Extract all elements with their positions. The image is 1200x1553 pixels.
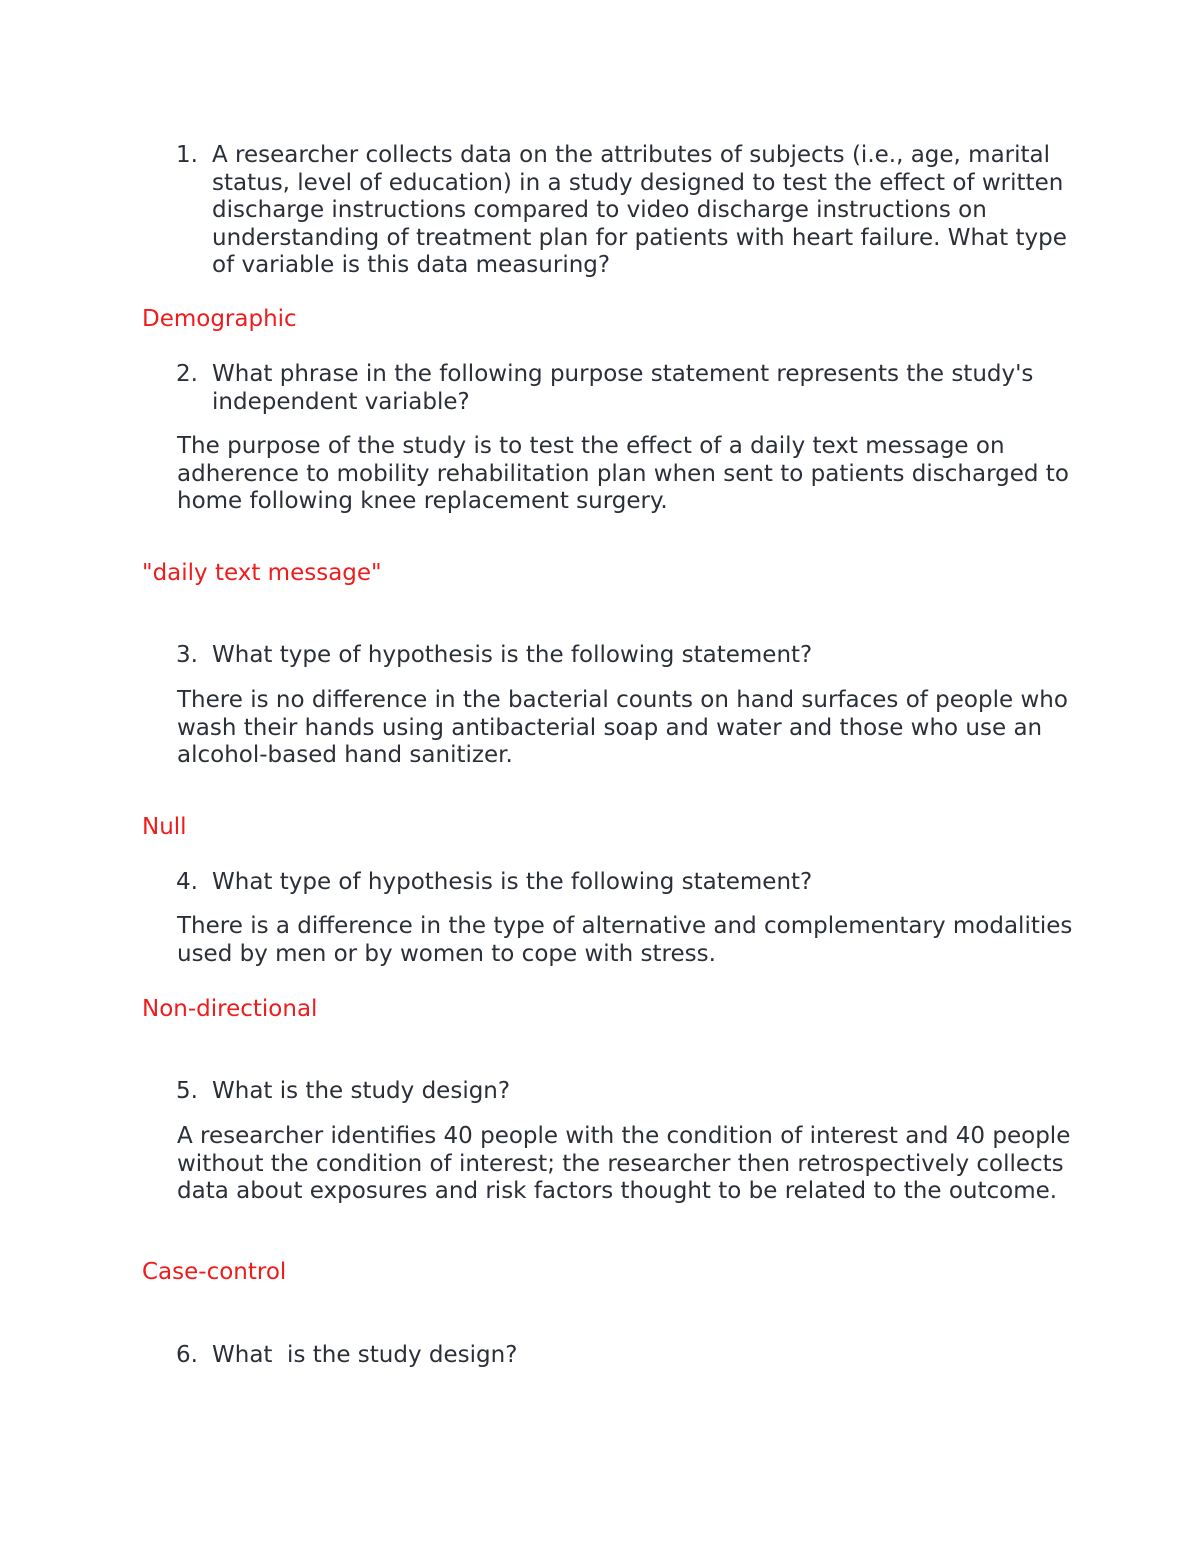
statement-3: There is no difference in the bacterial counts on hand surfaces of people who wash their hands using antibacterial soap and water and those who use an alcohol-based hand sanitizer. [177, 687, 1068, 768]
question-number: 3. [176, 642, 198, 668]
question-number: 6. [176, 1342, 198, 1368]
statement-5: A researcher identifies 40 people with the condition of interest and 40 people without the condition of interest; the researcher then retrospectively collects data about exposures and risk factors thought to be related to the outcome. [177, 1123, 1071, 1204]
answer-1: Demographic [142, 306, 297, 332]
question-number: 1. [176, 142, 198, 168]
answer-4: Non-directional [142, 996, 318, 1022]
question-5 [176, 1078, 1076, 1106]
question-1 [176, 142, 1076, 280]
answer-2: "daily text message" [142, 560, 382, 586]
statement-4: There is a difference in the type of alternative and complementary modalities used by men or by women to cope with stress. [177, 913, 1073, 967]
question-text: What is the study design? [212, 1342, 518, 1368]
question-text: What type of hypothesis is the following statement? [212, 869, 813, 895]
question-number: 4. [176, 869, 198, 895]
question-text: A researcher collects data on the attributes of subjects (i.e., age, marital status, level of education) in a study designed to test the effect of written discharge instructions compared to video discharge instructions on understanding of treatment plan for patients with heart failure. What type of variable is this data measuring? [212, 142, 1067, 278]
question-4 [176, 869, 1076, 897]
question-2 [176, 361, 1076, 416]
question-number: 5. [176, 1078, 198, 1104]
answer-3: Null [142, 814, 187, 840]
question-text: What phrase in the following purpose statement represents the study's independent variable? [212, 361, 1034, 415]
question-text: What is the study design? [212, 1078, 511, 1104]
question-number: 2. [176, 361, 198, 387]
question-3 [176, 642, 1076, 670]
question-text: What type of hypothesis is the following statement? [212, 642, 813, 668]
answer-5: Case-control [142, 1259, 287, 1285]
statement-2: The purpose of the study is to test the effect of a daily text message on adherence to mobility rehabilitation plan when sent to patients discharged to home following knee replacement surgery. [177, 433, 1069, 514]
question-6 [176, 1342, 1076, 1370]
